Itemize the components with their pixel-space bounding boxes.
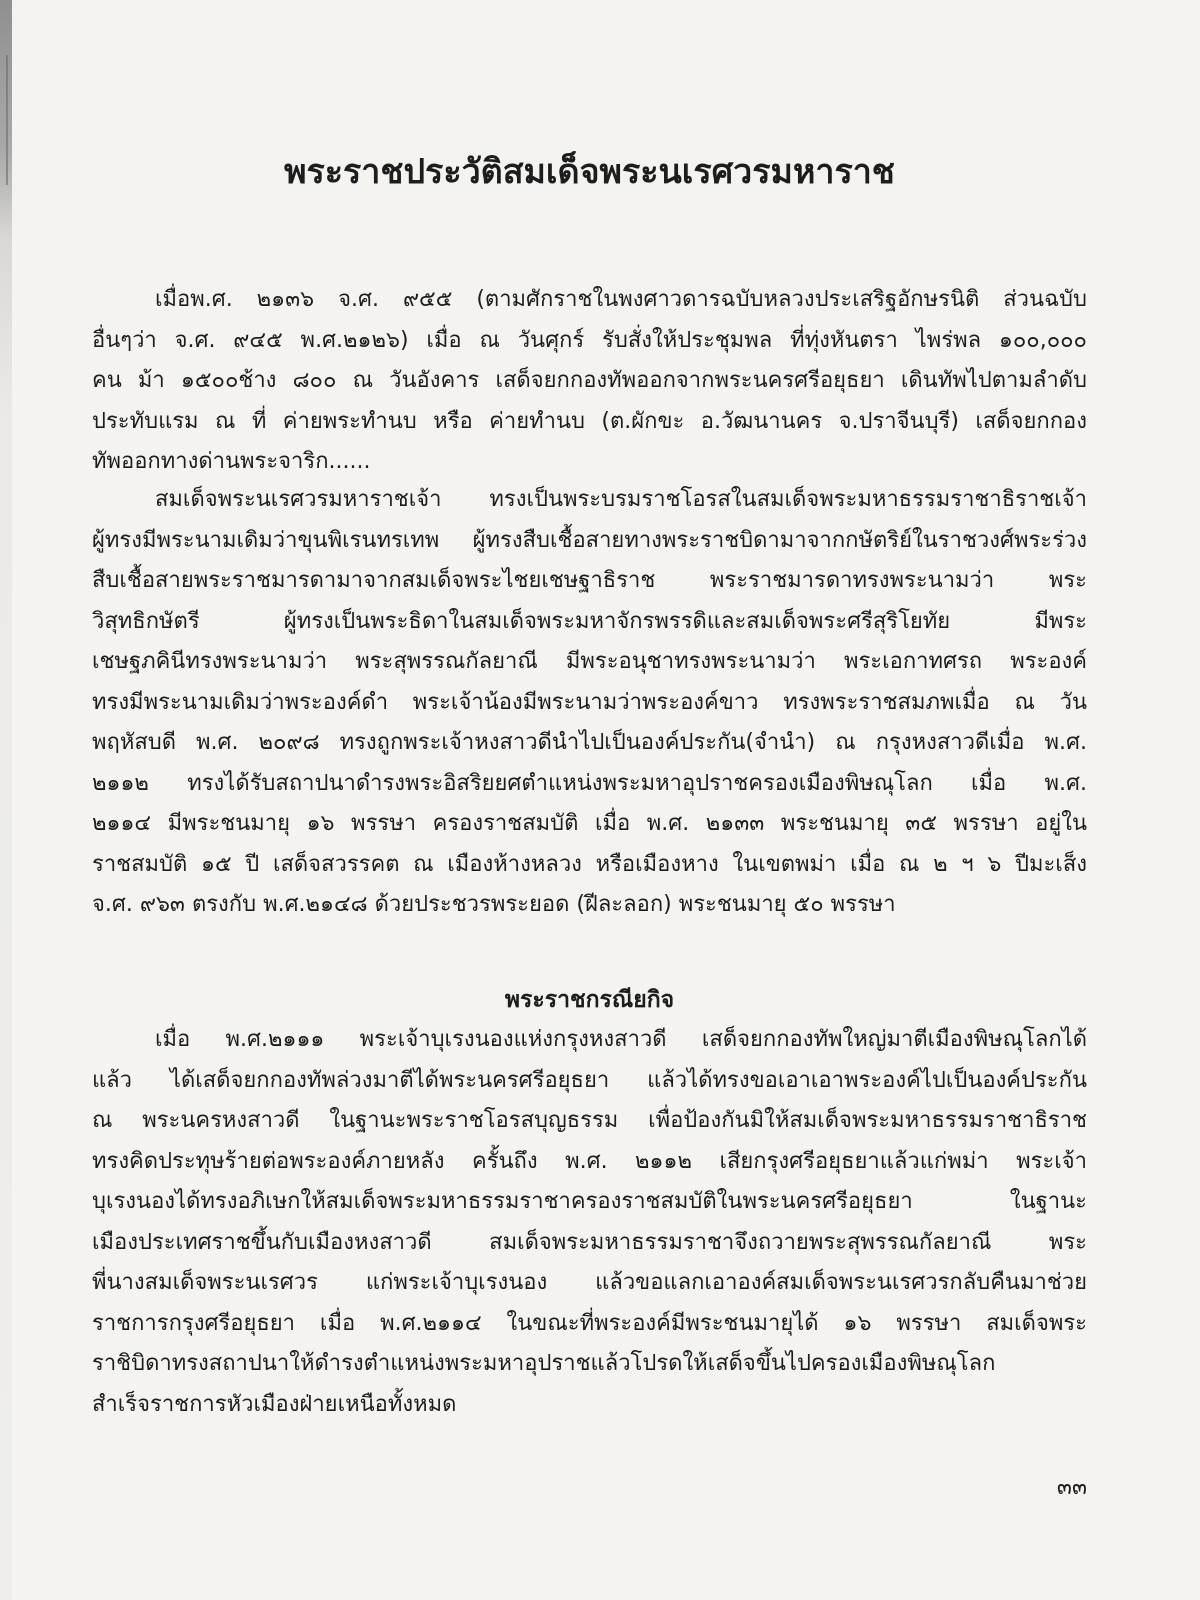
intro-paragraph xyxy=(92,280,1087,483)
paragraph-line: จ.ศ. ๙๖๓ ตรงกับ พ.ศ.๒๑๔๘ ด้วยประชวรพระยอด (ฝีละลอก) พระชนมายุ ๕๐ พรรษา xyxy=(92,892,896,917)
paragraph-line: เมื่อ พ.ศ.๒๑๑๑ พระเจ้าบุเรงนองแห่งกรุงหงสาวดี เสด็จยกกองทัพใหญ่มาตีเมืองพิษณุโลกได้ xyxy=(155,1027,1087,1052)
paragraph-line: ราชการกรุงศรีอยุธยา เมื่อ พ.ศ.๒๑๑๔ ในขณะที่พระองค์มีพระชนมายุได้ ๑๖ พรรษา สมเด็จพระ xyxy=(92,1310,1087,1336)
paragraph-line: ณ พระนครหงสาวดี ในฐานะพระราชโอรสบุญธรรม เพื่อป้องกันมิให้สมเด็จพระมหาธรรมราชาธิราช xyxy=(92,1108,1087,1133)
duties-paragraph xyxy=(92,1020,1087,1425)
paragraph-line: เมื่อพ.ศ. ๒๑๓๖ จ.ศ. ๙๕๕ (ตามศักราชในพงศาวดารฉบับหลวงประเสริฐอักษรนิติ ส่วนฉบับ xyxy=(155,287,1087,312)
paragraph-line: สืบเชื้อสายพระราชมารดามาจากสมเด็จพระไชยเชษฐาธิราช พระราชมารดาทรงพระนามว่า พระ xyxy=(92,568,1087,593)
paragraph-line: ประทับแรม ณ ที่ ค่ายพระทำนบ หรือ ค่ายทำนบ (ต.ผักขะ อ.วัฒนานคร จ.ปราจีนบุรี) เสด็จยกกอง xyxy=(92,408,1087,434)
paragraph-line: อื่นๆว่า จ.ศ. ๙๔๕ พ.ศ.๒๑๒๖) เมื่อ ณ วันศุกร์ รับสั่งให้ประชุมพล ที่ทุ่งหันตรา ไพร่พล ๑๐๐,๐๐๐ xyxy=(92,327,1087,353)
paragraph-line: สมเด็จพระนเรศวรมหาราชเจ้า ทรงเป็นพระบรมราชโอรสในสมเด็จพระมหาธรรมราชาธิราชเจ้า xyxy=(155,487,1087,512)
paragraph-line: เมืองประเทศราชขึ้นกับเมืองหงสาวดี สมเด็จพระมหาธรรมราชาจึงถวายพระสุพรรณกัลยาณี พระ xyxy=(92,1229,1087,1255)
section-heading: พระราชกรณียกิจ xyxy=(504,987,675,1013)
paragraph-line: พี่นางสมเด็จพระนเรศวร แก่พระเจ้าบุเรงนอง แล้วขอแลกเอาองค์สมเด็จพระนเรศวรกลับคืนมาช่วย xyxy=(92,1270,1087,1295)
paragraph-line: ผู้ทรงมีพระนามเดิมว่าขุนพิเรนทรเทพ ผู้ทรงสืบเชื้อสายทางพระราชบิดามาจากกษัตริย์ในราชวงศ์พระร่วง xyxy=(92,527,1087,553)
scan-edge xyxy=(0,0,12,1600)
paragraph-line: ๒๑๑๒ ทรงได้รับสถาปนาดำรงพระอิสริยยศตำแหน่งพระมหาอุปราชครองเมืองพิษณุโลก เมื่อ พ.ศ. xyxy=(92,770,1087,796)
paragraph-line: คน ม้า ๑๕๐๐ช้าง ๘๐๐ ณ วันอังคาร เสด็จยกกองทัพออกจากพระนครศรีอยุธยา เดินทัพไปตามลำดับ xyxy=(92,368,1087,393)
page-number: ๓๓ xyxy=(1056,1475,1087,1500)
paragraph-line: ทรงคิดประทุษร้ายต่อพระองค์ภายหลัง ครั้นถึง พ.ศ. ๒๑๑๒ เสียกรุงศรีอยุธยาแล้วแก่พม่า พระเจ้า xyxy=(92,1148,1087,1174)
biography-paragraph xyxy=(92,480,1087,926)
paragraph-line: บุเรงนองได้ทรงอภิเษกให้สมเด็จพระมหาธรรมราชาครองราชสมบัติในพระนครศรีอยุธยา ในฐานะ xyxy=(92,1189,1087,1214)
paragraph-line: ราชิบิดาทรงสถาปนาให้ดำรงตำแหน่งพระมหาอุปราชแล้วโปรดให้เสด็จขึ้นไปครองเมืองพิษณุโลก xyxy=(92,1351,996,1376)
paragraph-line: แล้ว ได้เสด็จยกกองทัพล่วงมาตีได้พระนครศรีอยุธยา แล้วได้ทรงขอเอาเอาพระองค์ไปเป็นองค์ประกัน xyxy=(92,1067,1087,1093)
paragraph-line: พฤหัสบดี พ.ศ. ๒๐๙๘ ทรงถูกพระเจ้าหงสาวดีนำไปเป็นองค์ประกัน(จำนำ) ณ กรุงหงสาวดีเมื่อ พ.ศ. xyxy=(92,730,1087,755)
page-title: พระราชประวัติสมเด็จพระนเรศวรมหาราช xyxy=(284,152,895,192)
paragraph-line: วิสุทธิกษัตรี ผู้ทรงเป็นพระธิดาในสมเด็จพระมหาจักรพรรดิและสมเด็จพระศรีสุริโยทัย มีพระ xyxy=(92,608,1087,634)
paragraph-line: เชษฐภคินีทรงพระนามว่า พระสุพรรณกัลยาณี มีพระอนุชาทรงพระนามว่า พระเอกาทศรถ พระองค์ xyxy=(92,649,1087,674)
paragraph-line: ราชสมบัติ ๑๕ ปี เสด็จสวรรคต ณ เมืองห้างหลวง หรือเมืองหาง ในเขตพม่า เมื่อ ณ ๒ ฯ ๖ ปีมะเส็ง xyxy=(92,851,1087,877)
paragraph-line: ทัพออกทางด่านพระจาริก...... xyxy=(92,449,371,474)
paragraph-line: ทรงมีพระนามเดิมว่าพระองค์ดำ พระเจ้าน้องมีพระนามว่าพระองค์ขาว ทรงพระราชสมภพเมื่อ ณ วัน xyxy=(92,689,1087,715)
paragraph-line: สำเร็จราชการหัวเมืองฝ่ายเหนือทั้งหมด xyxy=(92,1391,457,1417)
paragraph-line: ๒๑๑๔ มีพระชนมายุ ๑๖ พรรษา ครองราชสมบัติ เมื่อ พ.ศ. ๒๑๓๓ พระชนมายุ ๓๕ พรรษา อยู่ใน xyxy=(92,811,1087,836)
scan-edge-line xyxy=(6,55,8,185)
